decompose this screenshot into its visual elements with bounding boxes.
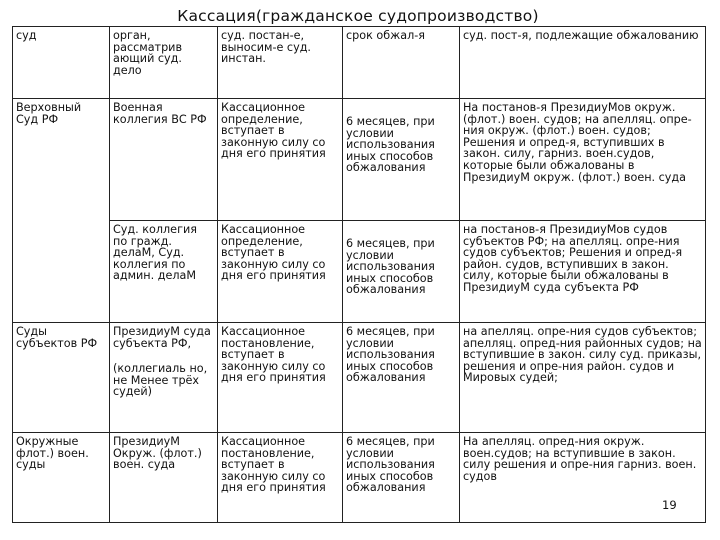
cell-military-term: 6 месяцев, при условии использования иных способов обжалования bbox=[343, 99, 460, 221]
cell-district-appealable: На апелляц. опред-ния окруж. воен.судов; на вступившие в закон. силу решения и опре-ния гарниз. воен. судов bbox=[460, 433, 706, 523]
cell-supreme-court: Верховный Суд РФ bbox=[13, 99, 110, 323]
cell-military-decision: Кассационное определение, вступает в законную силу со дня его принятия bbox=[218, 99, 343, 221]
table-row-supreme-civil bbox=[13, 221, 706, 323]
cell-civil-decision: Кассационное определение, вступает в законную силу со дня его принятия bbox=[218, 221, 343, 323]
header-term: срок обжал-я bbox=[343, 27, 460, 99]
table-row-subjects bbox=[13, 323, 706, 433]
cell-civil-term: 6 месяцев, при условии использования иных способов обжалования bbox=[343, 221, 460, 323]
header-court: суд bbox=[13, 27, 110, 99]
cell-military-body: Военная коллегия ВС РФ bbox=[110, 99, 218, 221]
cell-district-court: Окружные флот.) воен. суды bbox=[13, 433, 110, 523]
page-number: 19 bbox=[662, 498, 677, 512]
cassation-table bbox=[12, 26, 706, 523]
table-row-district bbox=[13, 433, 706, 523]
header-appealable: суд. пост-я, подлежащие обжалованию bbox=[460, 27, 706, 99]
cell-subjects-term: 6 месяцев, при условии использования иных способов обжалования bbox=[343, 323, 460, 433]
header-decision: суд. постан-е, выносим-е суд. инстан. bbox=[218, 27, 343, 99]
header-body: орган, рассматрив ающий суд. дело bbox=[110, 27, 218, 99]
cell-subjects-court: Суды субъектов РФ bbox=[13, 323, 110, 433]
cell-subjects-appealable: на апелляц. опре-ния судов субъектов; апелляц. опред-ния районных судов; на вступившие в закон. силу суд. приказы, решения и опре-ния район. судов и Мировых судей; bbox=[460, 323, 706, 433]
cell-district-decision: Кассационное постановление, вступает в законную силу со дня его принятия bbox=[218, 433, 343, 523]
cell-subjects-body-note: (коллегиаль но, не Менее трёх судей) bbox=[113, 362, 208, 399]
table-row-supreme-military bbox=[13, 99, 706, 221]
cell-military-appealable: На постанов-я ПрезидиуМов окруж. (флот.) воен. судов; на апелляц. опре-ния окруж. (флот.) воен. судов; Решения и опред-я, вступивших в закон. силу, гарниз. воен.судов, которые были обжалованы в ПрезидиуМ окруж. (флот.) воен. суда bbox=[460, 99, 706, 221]
slide-title: Кассация(гражданское судопроизводство) bbox=[177, 7, 539, 25]
table-header-row bbox=[13, 27, 706, 99]
cell-subjects-decision: Кассационное постановление, вступает в законную силу со дня его принятия bbox=[218, 323, 343, 433]
cell-civil-appealable: на постанов-я ПрезидиуМов судов субъектов РФ; на апелляц. опре-ния судов субъектов; Решения и опред-я район. судов, вступивших в закон. силу, которые были обжалованы в ПрезидиуМ суда субъекта РФ bbox=[460, 221, 706, 323]
cell-district-term: 6 месяцев, при условии использования иных способов обжалования bbox=[343, 433, 460, 523]
cell-civil-body: Суд. коллегия по гражд. делаМ, Суд. коллегия по админ. делаМ bbox=[110, 221, 218, 323]
cell-district-body: ПрезидиуМ Окруж. (флот.) воен. суда bbox=[110, 433, 218, 523]
cell-subjects-body: ПрезидиуМ суда субъекта РФ, (коллегиаль но, не Менее трёх судей) bbox=[110, 323, 218, 433]
